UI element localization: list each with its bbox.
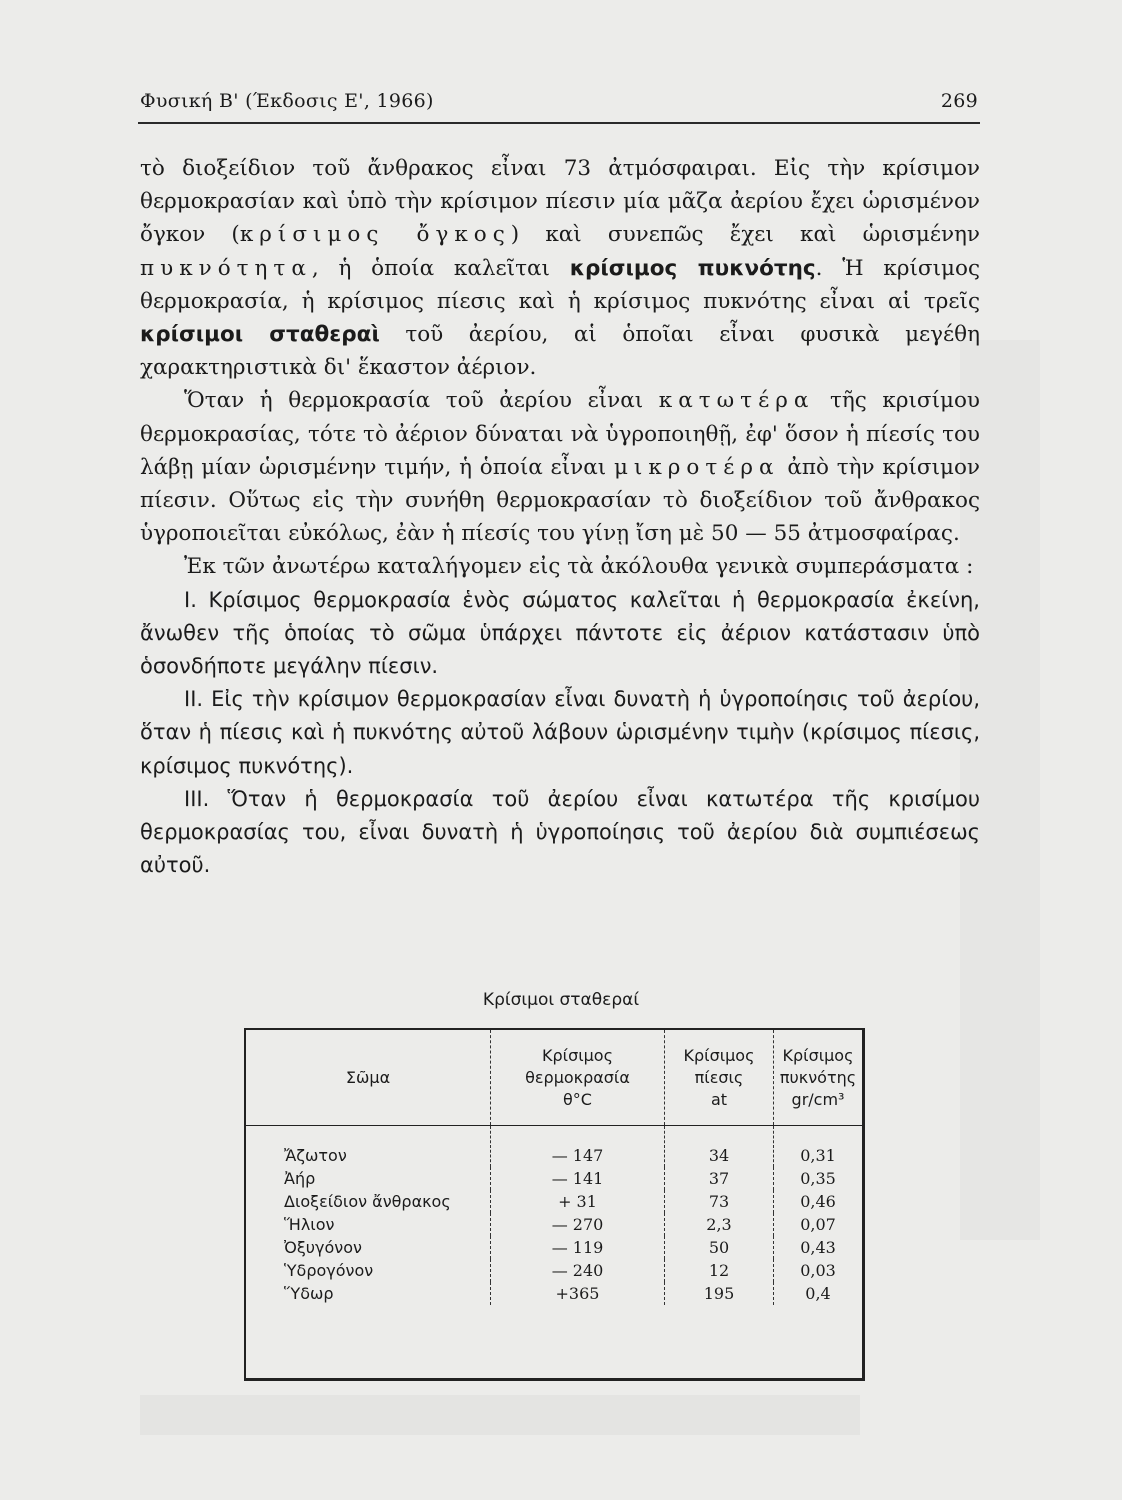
table-row: Ὑδρογόνον — 240 12 0,03 xyxy=(246,1259,862,1282)
page-number: 269 xyxy=(940,90,978,112)
emphasis-density: πυκνότητα xyxy=(140,255,312,281)
header-title: Φυσική Β' (Έκδοσις Ε', 1966) xyxy=(140,90,434,112)
conclusion-1: Ι. Κρίσιμος θερμοκρασία ἑνὸς σώματος καλεῖται ἡ θερμοκρασία ἐκείνη, ἄνωθεν τῆς ὁποίας τὸ σῶμα ὑπάρχει πάντοτε εἰς ἀέριον κατάστασιν ὑπὸ ὁσονδήποτε μεγάλην πίεσιν. xyxy=(140,587,980,679)
running-header xyxy=(140,90,978,112)
table-row: Ἀήρ — 141 37 0,35 xyxy=(246,1167,862,1190)
table-title: Κρίσιμοι σταθεραί xyxy=(482,990,640,1010)
paragraph-1: τὸ διοξείδιον τοῦ ἄνθρακος εἶναι 73 ἀτμόσφαιραι. Εἰς τὴν κρίσιμον θερμοκρασίαν καὶ ὑπὸ τὴν κρίσιμον πίεσιν μία μᾶζα ἀερίου ἔχει ὡρισμένον ὄγκον (κρίσιμος ὄγκος) καὶ συνεπῶς ἔχει καὶ ὡρισμένην πυκνότητα, ἡ ὁποία καλεῖται κρίσιμος πυκνότης. Ἡ κρίσιμος θερμοκρασία, ἡ κρίσιμος πίεσις καὶ ἡ κρίσιμος πυκνότης εἶναι αἱ τρεῖς κρίσιμοι σταθεραὶ τοῦ ἀερίου, αἱ ὁποῖαι εἶναι φυσικὰ μεγέθη χαρακτηριστικὰ δι' ἕκαστον ἀέριον. xyxy=(140,156,981,381)
table-row: Ὕδωρ +365 195 0,4 xyxy=(246,1282,862,1305)
critical-constants-table xyxy=(244,1028,865,1381)
conclusion-3: ΙΙΙ. Ὅταν ἡ θερμοκρασία τοῦ ἀερίου εἶναι κατωτέρα τῆς κρισίμου θερμοκρασίας του, εἶναι δυνατὴ ἡ ὑγροποίησις τοῦ ἀερίου διὰ συμπιέσεως αὐτοῦ. xyxy=(140,786,980,878)
col-header-pressure: Κρίσιμος πίεσις at xyxy=(665,1030,774,1126)
header-rule xyxy=(138,122,980,124)
body-text xyxy=(140,152,980,882)
term-critical-density: κρίσιμος πυκνότης xyxy=(569,255,816,281)
col-header-density: Κρίσιμος πυκνότης gr/cm³ xyxy=(774,1030,863,1126)
table-header-row xyxy=(246,1030,862,1126)
emphasis-smaller: μικροτέρα xyxy=(613,454,780,480)
term-critical-constants: κρίσιμοι σταθεραὶ xyxy=(140,322,380,348)
col-header-temp: Κρίσιμος θερμοκρασία θ°C xyxy=(491,1030,665,1126)
table-row: Ἥλιον — 270 2,3 0,07 xyxy=(246,1213,862,1236)
table-row: Διοξείδιον ἄνθρακος + 31 73 0,46 xyxy=(246,1190,862,1213)
table-row: Ἄζωτον — 147 34 0,31 xyxy=(246,1126,862,1168)
paragraph-2: Ὅταν ἡ θερμοκρασία τοῦ ἀερίου εἶναι κατωτέρα τῆς κρισίμου θερμοκρασίας, τότε τὸ ἀέριον δύναται νὰ ὑγροποιηθῇ, ἐφ' ὅσον ἡ πίεσίς του λάβῃ μίαν ὡρισμένην τιμήν, ἡ ὁποία εἶναι μικροτέρα ἀπὸ τὴν κρίσιμον πίεσιν. Οὕτως εἰς τὴν συνήθη θερμοκρασίαν τὸ διοξείδιον τοῦ ἄνθρακος ὑγροποιεῖται εὐκόλως, ἐὰν ἡ πίεσίς του γίνῃ ἴση μὲ 50 — 55 ἀτμοσφαίρας. xyxy=(140,388,981,547)
table-row: Ὀξυγόνον — 119 50 0,43 xyxy=(246,1236,862,1259)
emphasis-lower: κατωτέρα xyxy=(658,388,815,414)
emphasis-critical-volume: κρίσιμος ὄγκος xyxy=(239,222,511,248)
col-header-body: Σῶμα xyxy=(246,1030,491,1126)
paragraph-3: Ἐκ τῶν ἀνωτέρω καταλήγομεν εἰς τὰ ἀκόλουθα γενικὰ συμπεράσματα : xyxy=(184,554,974,580)
conclusion-2: ΙΙ. Εἰς τὴν κρίσιμον θερμοκρασίαν εἶναι δυνατὴ ἡ ὑγροποίησις τοῦ ἀερίου, ὅταν ἡ πίεσις καὶ ἡ πυκνότης αὐτοῦ λάβουν ὡρισμένην τιμὴν (κρίσιμος πίεσις, κρίσιμος πυκνότης). xyxy=(140,687,980,778)
